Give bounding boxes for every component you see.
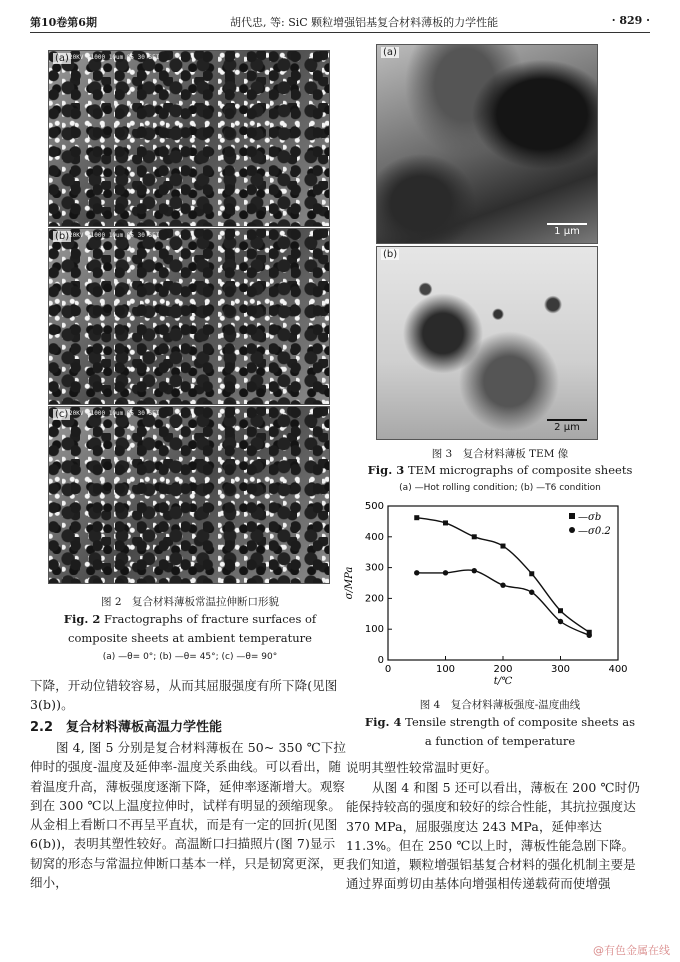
scale-bar <box>547 419 587 433</box>
data-point-sigma-b <box>529 571 534 576</box>
data-point-sigma-b <box>414 515 419 520</box>
fig4-label: Fig. 4 <box>364 715 402 729</box>
strength-temperature-chart <box>340 498 640 687</box>
data-point-sigma-0-2 <box>414 570 419 575</box>
fig2-caption-line1: Fractographs of fracture surfaces of <box>104 612 317 626</box>
x-tick-label: 400 <box>608 664 628 675</box>
y-tick-label: 200 <box>364 593 384 605</box>
scale-bar <box>547 223 587 237</box>
series-line-sigma-b <box>417 518 590 633</box>
sem-info: 20KV X1000 10um 05 30 SEI <box>69 232 160 239</box>
fig3-caption-sub: (a) —Hot rolling condition; (b) —T6 condition <box>399 483 601 493</box>
fig3-caption-cn: 图 3 复合材料薄板 TEM 像 <box>431 448 569 460</box>
fig4-chart <box>340 498 640 687</box>
fig4-caption-line1: Tensile strength of composite sheets as <box>405 715 636 729</box>
fig4-caption-line2: a function of temperature <box>424 734 576 748</box>
fig4-caption-en <box>350 713 650 751</box>
panel-label: (b) <box>55 231 70 242</box>
fig3-panel-a <box>376 44 598 244</box>
legend-marker-sigma-0-2 <box>569 527 575 533</box>
panel-label: (c) <box>55 409 69 420</box>
data-point-sigma-0-2 <box>500 582 505 587</box>
watermark: @有色金属在线 <box>593 944 670 957</box>
right-paragraph-2: 从图 4 和图 5 还可以看出，薄板在 200 ℃时仍能保持较高的强度和较好的综合性能，其抗拉强度达 370 MPa，屈服强度达 243 MPa，延伸率达 11.3%。但在 250 ℃以上时，薄板性能急剧下降。我们知道，颗粒增强铝基复合材料的强化机制主要是通过界面剪切由基体向增强相传递载荷而使增强 <box>346 780 640 892</box>
y-axis-label: σ/MPa <box>344 566 355 600</box>
x-axis-label: t/℃ <box>493 676 513 687</box>
x-tick-label: 300 <box>550 664 571 675</box>
legend-label: —σ0.2 <box>578 526 611 537</box>
panel-label: (b) <box>383 249 398 260</box>
panel-label: (a) <box>383 47 397 58</box>
fig2-panel-c <box>48 406 330 584</box>
data-point-sigma-0-2 <box>587 633 592 638</box>
fig2-label: Fig. 2 <box>63 612 101 626</box>
fig2-caption-en <box>30 610 350 648</box>
data-point-sigma-0-2 <box>472 568 477 573</box>
data-point-sigma-0-2 <box>558 619 563 624</box>
x-tick-label: 200 <box>493 664 513 675</box>
y-tick-label: 300 <box>364 562 384 574</box>
fig2-panel-a <box>48 50 330 227</box>
fig2-caption-sub: (a) —θ= 0°; (b) —θ= 45°; (c) —θ= 90° <box>102 652 278 662</box>
data-point-sigma-b <box>558 608 563 613</box>
scale-label: 2 μm <box>554 422 580 433</box>
fig2-caption-line2: composite sheets at ambient temperature <box>68 631 312 645</box>
fig2-panel-b <box>48 228 330 405</box>
fig3-label: Fig. 3 <box>367 463 405 477</box>
running-header <box>30 10 650 33</box>
scale-label: 1 μm <box>554 226 580 237</box>
right-paragraph-1: 说明其塑性较常温时更好。 <box>346 760 498 775</box>
x-tick-label: 100 <box>435 664 456 675</box>
running-title: 胡代忠, 等: SiC 颗粒增强铝基复合材料薄板的力学性能 <box>230 16 499 29</box>
section-heading: 2.2 复合材料薄板高温力学性能 <box>30 720 223 735</box>
y-tick-label: 0 <box>377 655 384 666</box>
fig3-caption-text: TEM micrographs of composite sheets <box>407 463 633 477</box>
x-tick-label: 0 <box>384 664 392 675</box>
data-point-sigma-b <box>443 520 448 525</box>
fig3-panel-b <box>376 246 598 440</box>
left-paragraph-1: 下降，开动位错较容易，从而其屈服强度有所下降(见图 3(b))。 <box>30 678 338 713</box>
sem-info: 20KV X1000 10um 05 30 SEI <box>69 410 160 417</box>
series-line-sigma-0-2 <box>417 570 590 635</box>
fig3-caption-en <box>350 461 650 480</box>
data-point-sigma-b <box>501 544 506 549</box>
page-number: · 829 · <box>611 14 650 27</box>
data-point-sigma-0-2 <box>443 570 448 575</box>
journal-volume: 第10卷第6期 <box>30 16 97 29</box>
data-point-sigma-b <box>472 534 477 539</box>
data-point-sigma-0-2 <box>529 590 534 595</box>
sem-info: 20KV X1000 10um 05 30 SEI <box>69 54 160 61</box>
left-paragraph-2: 图 4, 图 5 分别是复合材料薄板在 50~ 350 ℃下拉伸时的强度-温度及延伸率-温度关系曲线。可以看出，随着温度升高，薄板强度逐渐下降，延伸率逐渐增大。观察到在 300 ℃以上温度拉伸时，试样有明显的颈缩现象。从金相上看断口不再呈平直状，而是有一定的回折(见图 6(b))，表明其塑性较好。高温断口扫描照片(图 7)显示韧窝的形态与常温拉伸断口基本一样，只是韧窝更深，更细小， <box>30 740 347 891</box>
legend-label: —σb <box>578 512 602 523</box>
panel-label: (a) <box>55 53 69 64</box>
legend-marker-sigma-b <box>569 513 575 519</box>
y-tick-label: 400 <box>364 531 384 543</box>
fig4-caption-cn: 图 4 复合材料薄板强度-温度曲线 <box>419 699 581 711</box>
fig2-caption-cn: 图 2 复合材料薄板常温拉伸断口形貌 <box>100 596 280 608</box>
y-tick-label: 500 <box>364 501 384 512</box>
y-tick-label: 100 <box>364 624 384 636</box>
